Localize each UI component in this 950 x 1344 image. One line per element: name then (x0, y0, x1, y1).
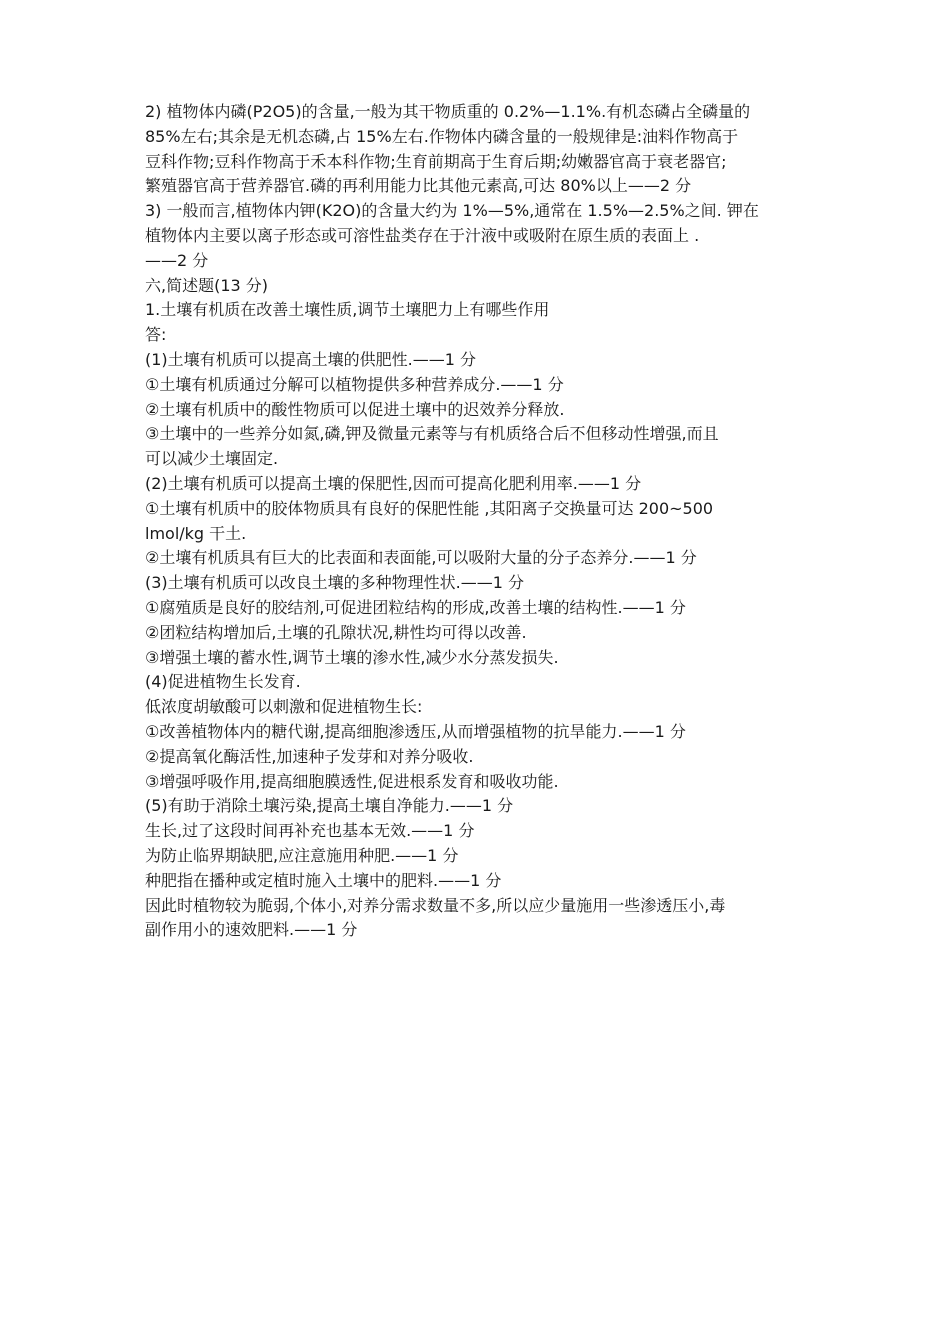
text-line: ②团粒结构增加后,土壤的孔隙状况,耕性均可得以改善. (145, 622, 527, 642)
answer-label: 答: (145, 325, 167, 345)
text-line: 为防止临界期缺肥,应注意施用种肥.——1 分 (145, 845, 459, 865)
question-title: 1.土壤有机质在改善土壤性质,调节土壤肥力上有哪些作用 (145, 300, 550, 320)
text-line: (2)土壤有机质可以提高土壤的保肥性,因而可提高化肥利用率.——1 分 (145, 473, 642, 493)
text-line: (3)土壤有机质可以改良土壤的多种物理性状.——1 分 (145, 573, 525, 593)
text-line: 低浓度胡敏酸可以刺激和促进植物生长: (145, 697, 423, 717)
document-body (145, 100, 810, 943)
text-line: ——2 分 (145, 250, 209, 270)
text-line: 植物体内主要以离子形态或可溶性盐类存在于汁液中或吸附在原生质的表面上 . (145, 225, 700, 245)
section-heading: 六,简述题(13 分) (145, 275, 269, 295)
text-line: ②提高氧化酶活性,加速种子发芽和对养分吸收. (145, 746, 474, 766)
text-line: ③增强呼吸作用,提高细胞膜透性,促进根系发育和吸收功能. (145, 771, 559, 791)
text-line: 因此时植物较为脆弱,个体小,对养分需求数量不多,所以应少量施用一些渗透压小,毒 (145, 895, 726, 915)
text-line: 2) 植物体内磷(P2O5)的含量,一般为其干物质重的 0.2%—1.1%.有机态磷占全磷量的 (145, 102, 751, 121)
text-line: 繁殖器官高于营养器官.磷的再利用能力比其他元素高,可达 80%以上——2 分 (145, 176, 692, 196)
text-line: 豆科作物;豆科作物高于禾本科作物;生育前期高于生育后期;幼嫩器官高于衰老器官; (145, 151, 727, 171)
text-line: 3) 一般而言,植物体内钾(K2O)的含量大约为 1%—5%,通常在 1.5%—2.5%之间. 钾在 (145, 201, 759, 221)
text-line: ②土壤有机质具有巨大的比表面和表面能,可以吸附大量的分子态养分.——1 分 (145, 548, 697, 568)
text-line: 可以减少土壤固定. (145, 449, 279, 469)
text-line: ③土壤中的一些养分如氮,磷,钾及微量元素等与有机质络合后不但移动性增强,而且 (145, 424, 719, 444)
text-line: ②土壤有机质中的酸性物质可以促进土壤中的迟效养分释放. (145, 399, 565, 419)
text-line: 生长,过了这段时间再补充也基本无效.——1 分 (145, 821, 475, 841)
text-line: 85%左右;其余是无机态磷,占 15%左右.作物体内磷含量的一般规律是:油料作物高于 (145, 126, 739, 146)
text-line: lmol/kg 干土. (145, 523, 247, 543)
text-line: ①土壤有机质中的胶体物质具有良好的保肥性能 ,其阳离子交换量可达 200~500 (145, 498, 714, 518)
text-line: 副作用小的速效肥料.——1 分 (145, 920, 358, 940)
text-line: ①土壤有机质通过分解可以植物提供多种营养成分.——1 分 (145, 374, 564, 394)
text-line: (1)土壤有机质可以提高土壤的供肥性.——1 分 (145, 349, 477, 369)
text-line: (5)有助于消除土壤污染,提高土壤自净能力.——1 分 (145, 796, 514, 816)
text-line: 种肥指在播种或定植时施入土壤中的肥料.——1 分 (145, 870, 502, 890)
text-line: ①改善植物体内的糖代谢,提高细胞渗透压,从而增强植物的抗旱能力.——1 分 (145, 721, 686, 741)
text-line: ①腐殖质是良好的胶结剂,可促进团粒结构的形成,改善土壤的结构性.——1 分 (145, 597, 686, 617)
text-line: ③增强土壤的蓄水性,调节土壤的渗水性,减少水分蒸发损失. (145, 647, 559, 667)
text-line: (4)促进植物生长发育. (145, 672, 301, 692)
